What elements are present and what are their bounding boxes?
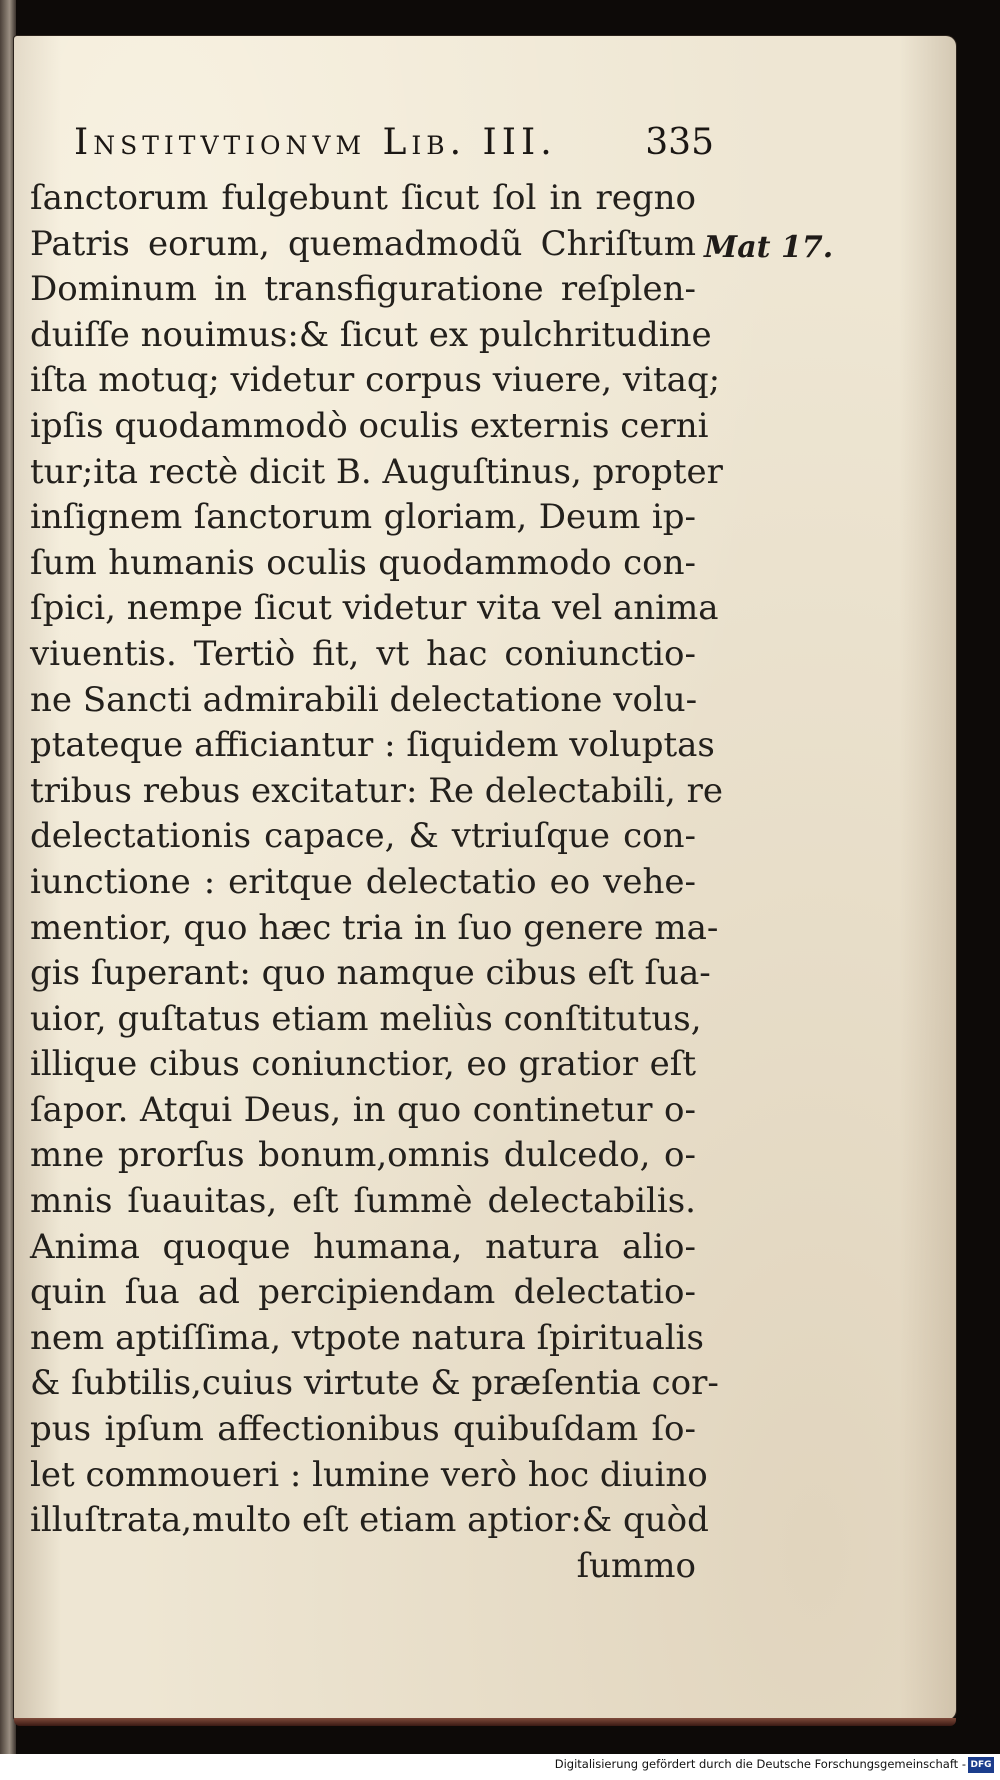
running-header (74, 122, 714, 163)
text-line: illuſtrata,multo eſt etiam aptior:& quòd (30, 1500, 709, 1541)
digitization-strip (0, 1754, 1000, 1780)
marginal-note: Mat 17. (704, 230, 834, 265)
text-line: ſanctorum fulgebunt ſicut ſol in regno (30, 178, 696, 218)
text-line: ptateque afficiantur : ſiquidem voluptas (30, 725, 715, 766)
text-line: Dominum in transfiguratione reſplen- (30, 269, 696, 310)
text-line: ne Sancti admirabili delectatione volu- (30, 679, 698, 720)
text-line: ſum humanis oculis quodammodo con- (30, 542, 696, 583)
text-line: tribus rebus excitatur: Re delectabili, re (30, 770, 723, 811)
text-line: mnis ſuauitas, eſt ſummè delectabilis. (30, 1181, 696, 1222)
text-line: quin ſua ad percipiendam delectatio- (30, 1272, 696, 1313)
catchword: ſummo (576, 1545, 696, 1586)
text-line: viuentis. Tertiò fit, vt hac coniunctio- (30, 633, 696, 674)
text-line: inſignem ſanctorum gloriam, Deum ip- (30, 497, 696, 538)
text-line: Patris eorum, quemadmodũ Chriſtum (30, 223, 696, 264)
text-line: duiſſe nouimus:& ſicut ex pulchritudine (30, 314, 712, 355)
body-text (30, 176, 723, 1589)
funding-credit: Digitalisierung gefördert durch die Deutsche Forschungsgemeinschaft - (554, 1757, 966, 1771)
dfg-logo: DFG (968, 1757, 994, 1773)
text-line: let commoueri : lumine verò hoc diuino (30, 1454, 708, 1495)
text-line: tur;ita rectè dicit B. Auguſtinus, propter (30, 451, 723, 492)
text-line: delectationis capace, & vtriuſque con- (30, 816, 696, 857)
text-line: mne prorſus bonum,omnis dulcedo, o- (30, 1135, 696, 1176)
text-line: iunctione : eritque delectatio eo vehe- (30, 861, 696, 902)
text-line: illique cibus coniunctior, eo gratior eſt (30, 1044, 696, 1085)
text-line: ſapor. Atqui Deus, in quo continetur o- (30, 1089, 696, 1130)
page-bottom-edge (14, 1718, 956, 1726)
text-line: Anima quoque humana, natura alio- (30, 1226, 696, 1267)
text-line: mentior, quo hæc tria in ſuo genere ma- (30, 907, 719, 948)
page-number: 335 (645, 122, 714, 163)
text-line: ipſis quodammodò oculis externis cerni (30, 405, 709, 446)
text-line: & ſubtilis,cuius virtute & præſentia cor- (30, 1363, 719, 1404)
text-line: nem aptiſſima, vtpote natura ſpiritualis (30, 1317, 704, 1358)
text-line: gis ſuperant: quo namque cibus eſt ſua- (30, 953, 711, 994)
text-line: iſta motuq; videtur corpus viuere, vitaq; (30, 360, 721, 401)
running-title: Institvtionvm Lib. III. (74, 122, 557, 163)
text-line: pus ipſum affectionibus quibuſdam ſo- (30, 1409, 696, 1450)
text-line: ſpici, nempe ſicut videtur vita vel anima (30, 588, 719, 629)
text-line: uior, guſtatus etiam meliùs conſtitutus, (30, 998, 702, 1039)
